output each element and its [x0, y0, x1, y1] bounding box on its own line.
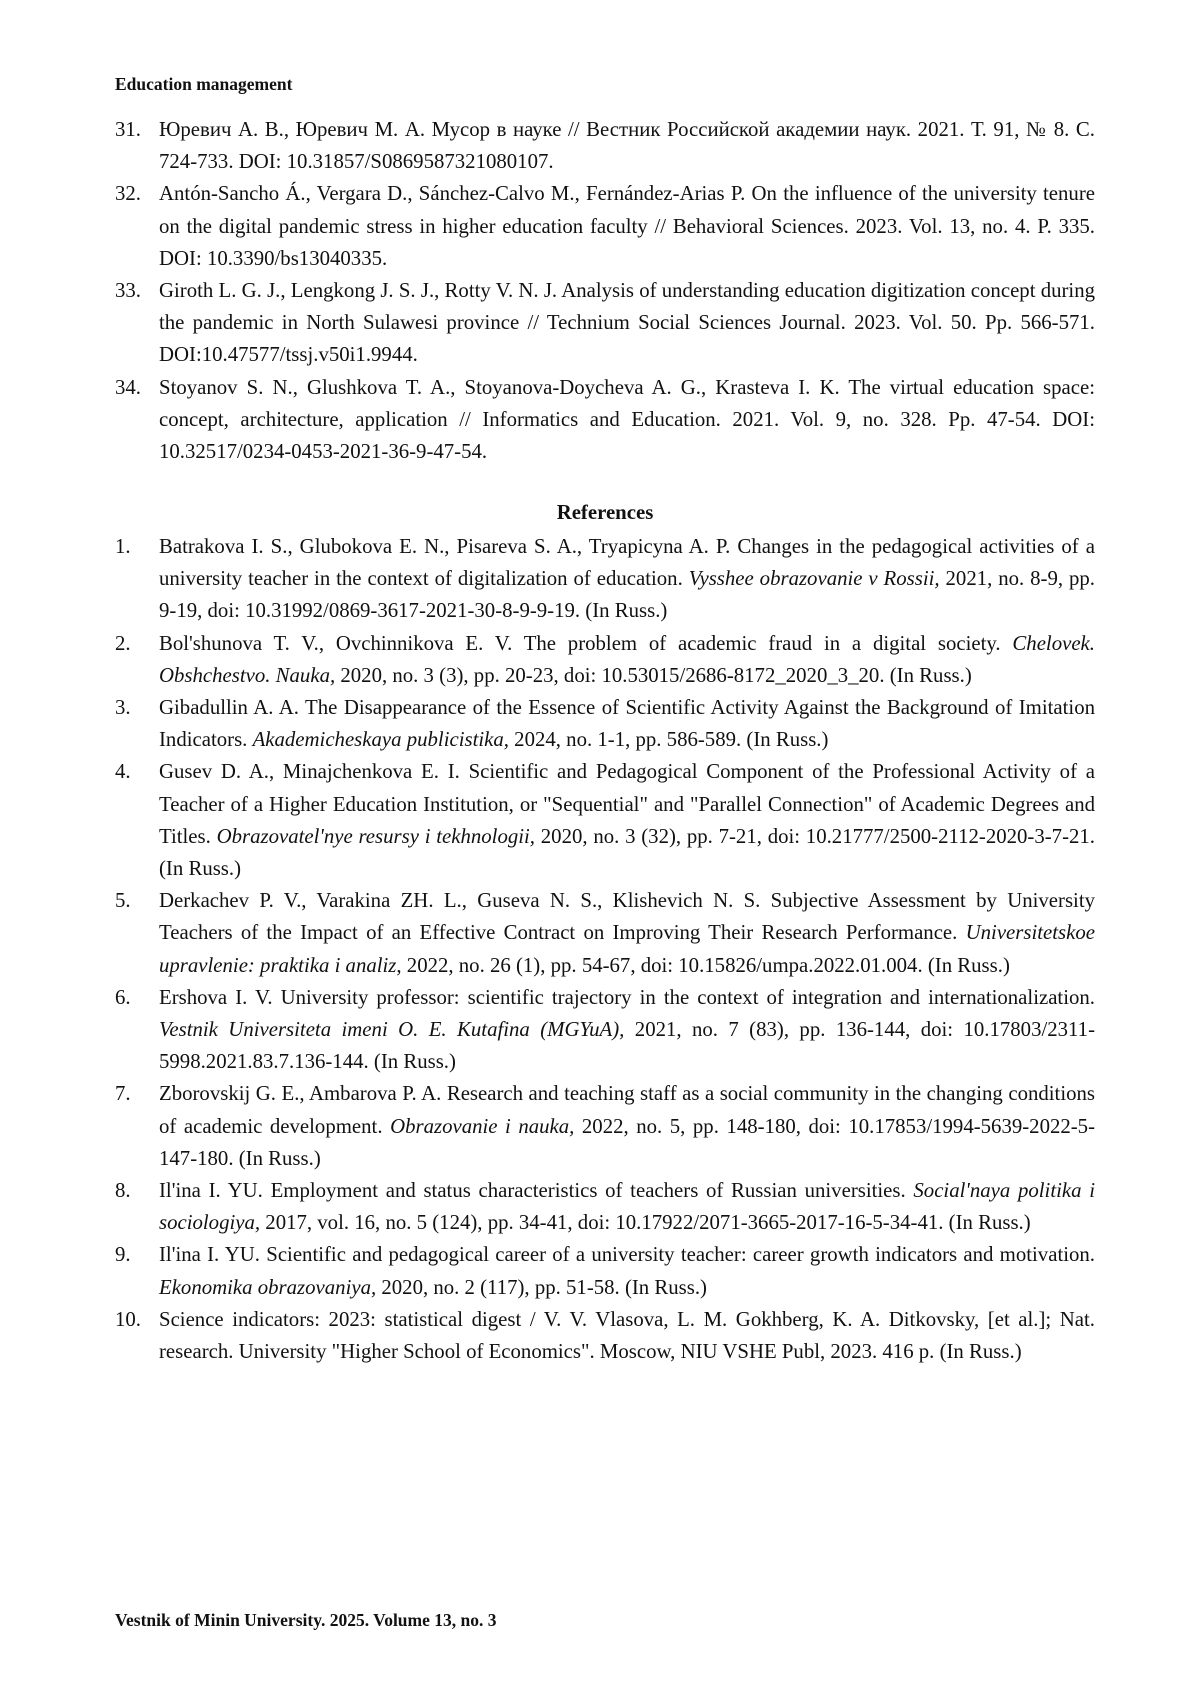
reference-text: [159, 982, 1095, 1079]
reference-text: Giroth L. G. J., Lengkong J. S. J., Rotty V. N. J. Analysis of understanding education digitization concept during the pandemic in North Sulawesi province // Technium Social Sciences Journal. 2023. Vol. 50. Pp. 566-571. DOI:10.47577/tssj.v50i1.9944.: [159, 279, 1095, 367]
reference-item: [115, 628, 1095, 692]
reference-journal: Akademicheskaya publicistika,: [252, 728, 509, 752]
reference-authors-title: Science indicators: 2023: statistical digest / V. V. Vlasova, L. M. Gokhberg, K. A. Ditkovsky, [et al.]; Nat. research. University "Higher School of Economics". Moscow, NIU VSHE Publ, 2023. 416 p. (In Russ.): [159, 1307, 1095, 1364]
reference-number: 7.: [115, 1082, 131, 1106]
reference-number: 34.: [115, 375, 141, 399]
reference-number: 6.: [115, 985, 131, 1009]
reference-details: 2017, vol. 16, no. 5 (124), pp. 34-41, doi: 10.17922/2071-3665-2017-16-5-34-41. (In Russ.): [260, 1211, 1031, 1235]
reference-number: 8.: [115, 1179, 131, 1203]
reference-item: [115, 885, 1095, 982]
reference-number: 4.: [115, 760, 131, 784]
reference-details: 2021, no. 8-9, pp. 9-19, doi: 10.31992/0869-3617-2021-30-8-9-9-19. (In Russ.): [159, 567, 1095, 623]
reference-number: 3.: [115, 696, 131, 720]
reference-details: 2024, no. 1-1, pp. 586-589. (In Russ.): [508, 728, 829, 752]
reference-text: [159, 1078, 1095, 1175]
reference-list: [115, 531, 1095, 1368]
reference-number: 1.: [115, 535, 131, 558]
reference-authors-title: Zborovskij G. E., Ambarova P. A. Research and teaching staff as a social community in the changing conditions of academic development.: [159, 1082, 1095, 1138]
reference-authors-title: Il'ina I. YU. Scientific and pedagogical career of a university teacher: career growth indicators and motivation.: [159, 1243, 1095, 1267]
reference-number: 2.: [115, 631, 131, 655]
reference-text: Antón-Sancho Á., Vergara D., Sánchez-Calvo M., Fernández-Arias P. On the influence of the university tenure on the digital pandemic stress in higher education faculty // Behavioral Sciences. 2023. Vol. 13, no. 4. P. 335. DOI: 10.3390/bs13040335.: [159, 182, 1095, 270]
reference-journal: Vestnik Universiteta imeni O. E. Kutafina (MGYuA),: [159, 1018, 625, 1042]
reference-item: [115, 1304, 1095, 1368]
reference-text: [159, 1239, 1095, 1303]
reference-authors-title: Ershova I. V. University professor: scientific trajectory in the context of integration and internationalization.: [159, 985, 1095, 1009]
reference-text: [159, 756, 1095, 885]
reference-text: Юревич А. В., Юревич М. А. Мусор в науке // Вестник Российской академии наук. 2021. Т. 91, № 8. С. 724-733. DOI: 10.31857/S0869587321080107.: [159, 118, 1095, 174]
reference-journal: Ekonomika obrazovaniya,: [159, 1275, 377, 1299]
references-heading: References: [556, 501, 654, 524]
reference-details: , 2022, no. 26 (1), pp. 54-67, doi: 10.15826/umpa.2022.01.004. (In Russ.): [396, 953, 1010, 977]
reference-text: [159, 1175, 1095, 1239]
running-header: Education management: [115, 74, 293, 94]
reference-authors-title: Batrakova I. S., Glubokova E. N., Pisareva S. A., Tryapicyna A. P. Changes in the pedagogical activities of a university teacher in the context of digitalization of education.: [159, 535, 1095, 591]
reference-details: 2021, no. 7 (83), pp. 136-144, doi: 10.17803/2311-5998.2021.83.7.136-144. (In Russ.): [159, 1018, 1095, 1074]
reference-journal: Universitetskoe upravlenie: praktika i analiz: [159, 921, 1095, 977]
reference-text: [159, 1304, 1095, 1368]
reference-authors-title: Bol'shunova T. V., Ovchinnikova E. V. The problem of academic fraud in a digital society.: [159, 631, 1013, 655]
reference-number: 5.: [115, 889, 131, 913]
reference-details: 2022, no. 5, pp. 148-180, doi: 10.17853/1994-5639-2022-5-147-180. (In Russ.): [159, 1114, 1096, 1170]
reference-number: 32.: [115, 182, 141, 206]
reference-item: [115, 692, 1095, 756]
reference-journal: Obrazovanie i nauka,: [390, 1114, 575, 1138]
reference-list-continued: [115, 114, 1095, 468]
reference-authors-title: Gibadullin A. A. The Disappearance of the Essence of Scientific Activity Against the Background of Imitation Indicators.: [159, 696, 1095, 752]
reference-item: [115, 114, 1095, 178]
reference-item: [115, 1239, 1095, 1303]
reference-text: [159, 628, 1095, 692]
running-footer: Vestnik of Minin University. 2025. Volume 13, no. 3: [115, 1610, 497, 1630]
reference-item: [115, 982, 1095, 1079]
reference-authors-title: Gusev D. A., Minajchenkova E. I. Scientific and Pedagogical Component of the Professional Activity of a Teacher of a Higher Education Institution, or "Sequential" and "Parallel Connection" of Academic Degrees and Titles.: [159, 760, 1095, 848]
reference-details: 2020, no. 3 (3), pp. 20-23, doi: 10.53015/2686-8172_2020_3_20. (In Russ.): [335, 663, 972, 687]
reference-item: [115, 1175, 1095, 1239]
reference-details: 2020, no. 2 (117), pp. 51-58. (In Russ.): [376, 1275, 707, 1299]
reference-journal: Chelovek. Obshchestvo. Nauka,: [159, 631, 1095, 687]
reference-item: [115, 275, 1095, 372]
reference-number: 9.: [115, 1243, 131, 1267]
reference-journal: Obrazovatel'nye resursy i tekhnologii,: [216, 824, 536, 848]
reference-item: [115, 531, 1095, 628]
reference-authors-title: Derkachev P. V., Varakina ZH. L., Guseva N. S., Klishevich N. S. Subjective Assessment by University Teachers of the Impact of an Effective Contract on Improving Their Research Performance.: [159, 889, 1095, 945]
reference-item: [115, 756, 1095, 885]
reference-item: [115, 372, 1095, 469]
reference-text: [159, 692, 1095, 756]
reference-text: Stoyanov S. N., Glushkova T. A., Stoyanova-Doycheva A. G., Krasteva I. K. The virtual education space: concept, architecture, application // Informatics and Education. 2021. Vol. 9, no. 328. Pp. 47-54. DOI: 10.32517/0234-0453-2021-36-9-47-54.: [159, 375, 1095, 464]
reference-number: 33.: [115, 279, 141, 303]
reference-authors-title: Il'ina I. YU. Employment and status characteristics of teachers of Russian universities.: [159, 1179, 914, 1203]
reference-text: [159, 885, 1095, 982]
reference-details: 2020, no. 3 (32), pp. 7-21, doi: 10.21777/2500-2112-2020-3-7-21. (In Russ.): [159, 824, 1095, 881]
reference-text: [159, 531, 1095, 628]
reference-number: 10.: [115, 1307, 141, 1331]
reference-journal: Social'naya politika i sociologiya,: [159, 1179, 1095, 1235]
reference-number: 31.: [115, 118, 141, 141]
reference-item: [115, 1078, 1095, 1175]
reference-item: [115, 178, 1095, 275]
reference-journal: Vysshee obrazovanie v Rossii,: [688, 567, 940, 591]
